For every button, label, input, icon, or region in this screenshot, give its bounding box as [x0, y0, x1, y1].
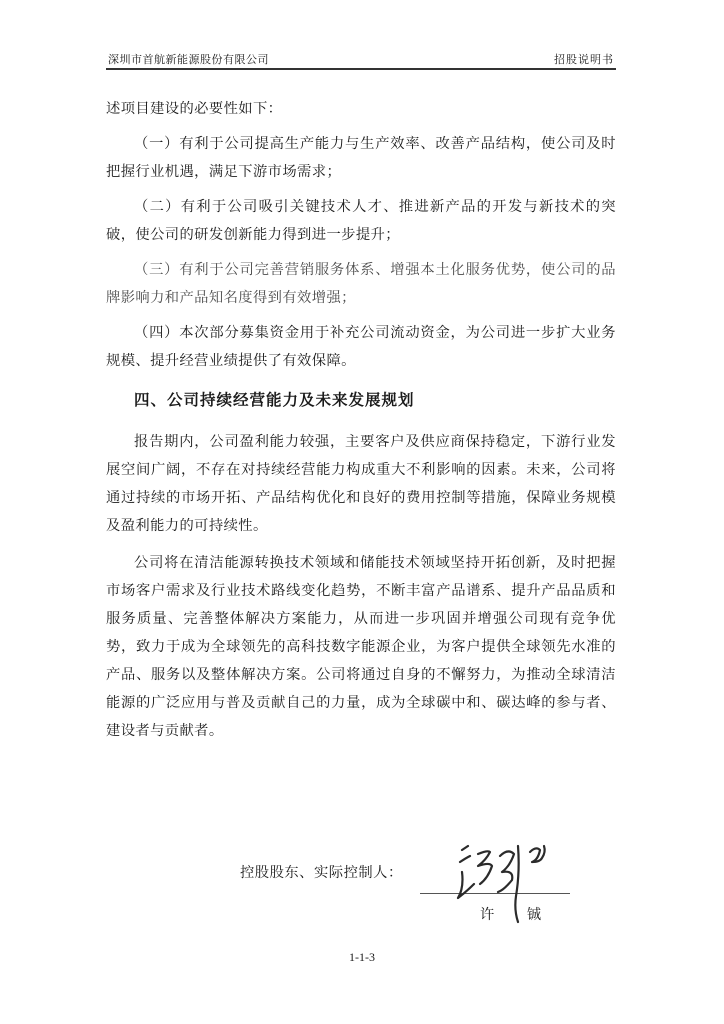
page-header	[106, 48, 616, 70]
necessity-item-4: （四）本次部分募集资金用于补充公司流动资金，为公司进一步扩大业务规模、提升经营业绩提供了有效保障。	[106, 325, 616, 369]
section-paragraph-2: 公司将在清洁能源转换技术领域和储能技术领域坚持开拓创新，及时把握市场客户需求及行业技术路线变化趋势，不断丰富产品谱系、提升产品品质和服务质量、完善整体解决方案能力，从而进一步巩固并增强公司现有竞争优势，致力于成为全球领先的高科技数字能源企业，为客户提供全球领先水准的产品、服务以及整体解决方案。公司将通过自身的不懈努力，为推动全球清洁能源的广泛应用与普及贡献自己的力量，成为全球碳中和、碳达峰的参与者、建设者与贡献者。	[106, 555, 616, 739]
necessity-item-1: （一）有利于公司提高生产能力与生产效率、改善产品结构，使公司及时把握行业机遇，满足下游市场需求；	[106, 136, 616, 180]
page-number: 1-1-3	[349, 950, 375, 964]
necessity-item-2: （二）有利于公司吸引关键技术人才、推进新产品的开发与新技术的突破，使公司的研发创新能力得到进一步提升；	[106, 199, 616, 243]
intro-line: 述项目建设的必要性如下：	[106, 101, 283, 117]
necessity-item-3: （三）有利于公司完善营销服务体系、增强本土化服务优势，使公司的品牌影响力和产品知名度得到有效增强；	[106, 262, 616, 306]
necessity-section	[106, 95, 616, 382]
section-body	[106, 428, 616, 754]
section-paragraph-1: 报告期内，公司盈利能力较强，主要客户及供应商保持稳定，下游行业发展空间广阔，不存在对持续经营能力构成重大不利影响的因素。未来，公司将通过持续的市场开拓、产品结构优化和良好的费用控制等措施，保障业务规模及盈利能力的可持续性。	[106, 434, 616, 534]
signer-name: 许 铖	[480, 907, 556, 923]
section-heading: 四、公司持续经营能力及未来发展规划	[134, 391, 415, 409]
header-document-type: 招股说明书	[554, 53, 614, 66]
signature-label: 控股股东、实际控制人：	[240, 865, 403, 881]
header-company-name: 深圳市首航新能源股份有限公司	[108, 53, 269, 66]
